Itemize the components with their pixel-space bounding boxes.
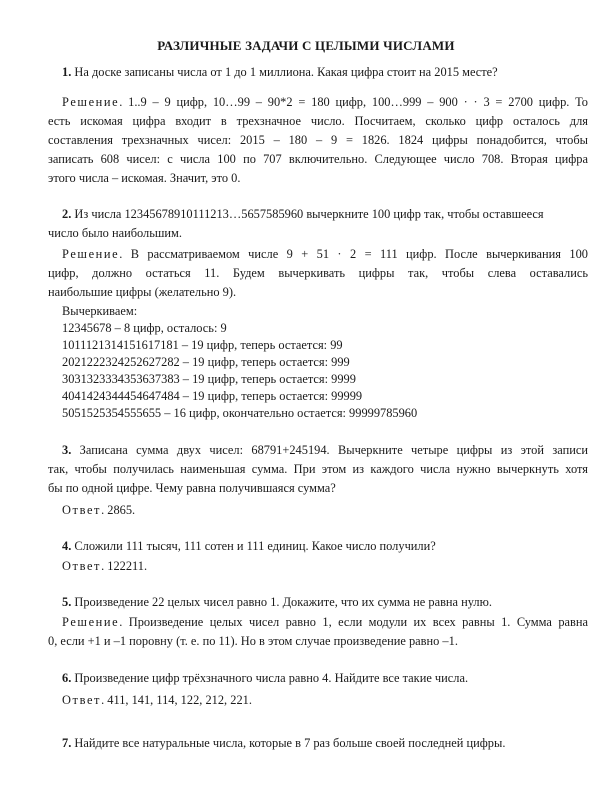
problem-1-solution-line: этого числа – искомая. Значит, это 0. <box>48 171 241 185</box>
strike-label: Вычеркиваем: <box>62 304 138 318</box>
problem-4-number: 4. <box>62 539 72 553</box>
problem-5-number: 5. <box>62 595 72 609</box>
problem-1-solution-line: Решение. 1..9 – 9 цифр, 10…99 – 90*2 = 180 цифр, 100…999 – 900 · · 3 = 2700 цифр. То <box>62 95 588 109</box>
problem-5-solution-line: Решение. Произведение целых чисел равно 1, если модули их всех равны 1. Сумма равна <box>62 615 588 629</box>
strike-step: 1011121314151617181 – 19 цифр, теперь остается: 99 <box>62 338 343 352</box>
page-title: РАЗЛИЧНЫЕ ЗАДАЧИ С ЦЕЛЫМИ ЧИСЛАМИ <box>157 38 455 53</box>
problem-6-number: 6. <box>62 671 72 685</box>
problem-3-number: 3. <box>62 443 72 457</box>
answer-label: Ответ <box>62 693 102 707</box>
problem-3-question-line: так, чтобы получилась наименьшая сумма. При этом из каждого числа нужно вычеркнуть хотя <box>48 462 588 476</box>
problem-3-question-line: бы по одной цифре. Чему равна получившаяся сумма? <box>48 481 336 495</box>
problem-2-number: 2. <box>62 207 72 221</box>
solution-label: Решение <box>62 615 120 629</box>
problem-6-question: 6. Произведение цифр трёхзначного числа равно 4. Найдите все такие числа. <box>62 671 469 685</box>
strike-step: 4041424344454647484 – 19 цифр, теперь остается: 99999 <box>62 389 363 403</box>
problem-4-question: 4. Сложили 111 тысяч, 111 сотен и 111 единиц. Какое число получили? <box>62 539 436 553</box>
problem-4-answer: Ответ. 122211. <box>62 559 148 573</box>
problem-1-solution-line: составления трехзначных чисел: 2015 – 180 – 9 = 1826. 1824 цифры понадобится, чтобы <box>48 133 588 147</box>
problem-5-solution-line: 0, если +1 и –1 поровну (т. е. по 11). Но в этом случае произведение равно –1. <box>48 634 458 648</box>
problem-2-question: 2. Из числа 12345678910111213…5657585960 вычеркните 100 цифр так, чтобы оставшееся <box>62 207 544 221</box>
problem-2-question-line: число было наибольшим. <box>48 226 182 240</box>
problem-7-number: 7. <box>62 736 72 750</box>
problem-2-solution-line: цифр, должно остаться 11. Будем вычеркивать цифры так, чтобы слева оставались <box>48 266 588 280</box>
problem-3-answer: Ответ. 2865. <box>62 503 136 517</box>
problem-2-solution-line: Решение. В рассматриваемом числе 9 + 51 · 2 = 111 цифр. После вычеркивания 100 <box>62 247 588 261</box>
problem-7-question: 7. Найдите все натуральные числа, которые в 7 раз больше своей последней цифры. <box>62 736 506 750</box>
solution-label: Решение <box>62 95 120 109</box>
solution-label: Решение <box>62 247 120 261</box>
problem-6-answer: Ответ. 411, 141, 114, 122, 212, 221. <box>62 693 252 707</box>
problem-1-question: 1. На доске записаны числа от 1 до 1 миллиона. Какая цифра стоит на 2015 месте? <box>62 65 498 79</box>
answer-label: Ответ <box>62 559 102 573</box>
problem-2-solution-line: наибольшие цифры (желательно 9). <box>48 285 237 299</box>
problem-1-solution-line: есть искомая цифра входит в трехзначное число. Посчитаем, сколько цифр осталось для <box>48 114 588 128</box>
problem-3-question: 3. Записана сумма двух чисел: 68791+245194. Вычеркните четыре цифры из этой записи <box>62 443 588 457</box>
problem-1-number: 1. <box>62 65 72 79</box>
problem-1-solution-line: записать 608 чисел: с числа 100 по 707 включительно. Следующее число 708. Вторая цифра <box>48 152 588 166</box>
strike-step: 2021222324252627282 – 19 цифр, теперь остается: 999 <box>62 355 350 369</box>
answer-label: Ответ <box>62 503 102 517</box>
strike-step: 3031323334353637383 – 19 цифр, теперь остается: 9999 <box>62 372 356 386</box>
strike-step: 5051525354555655 – 16 цифр, окончательно остается: 99999785960 <box>62 406 418 420</box>
strike-step: 12345678 – 8 цифр, осталось: 9 <box>62 321 227 335</box>
problem-5-question: 5. Произведение 22 целых чисел равно 1. Докажите, что их сумма не равна нулю. <box>62 595 492 609</box>
